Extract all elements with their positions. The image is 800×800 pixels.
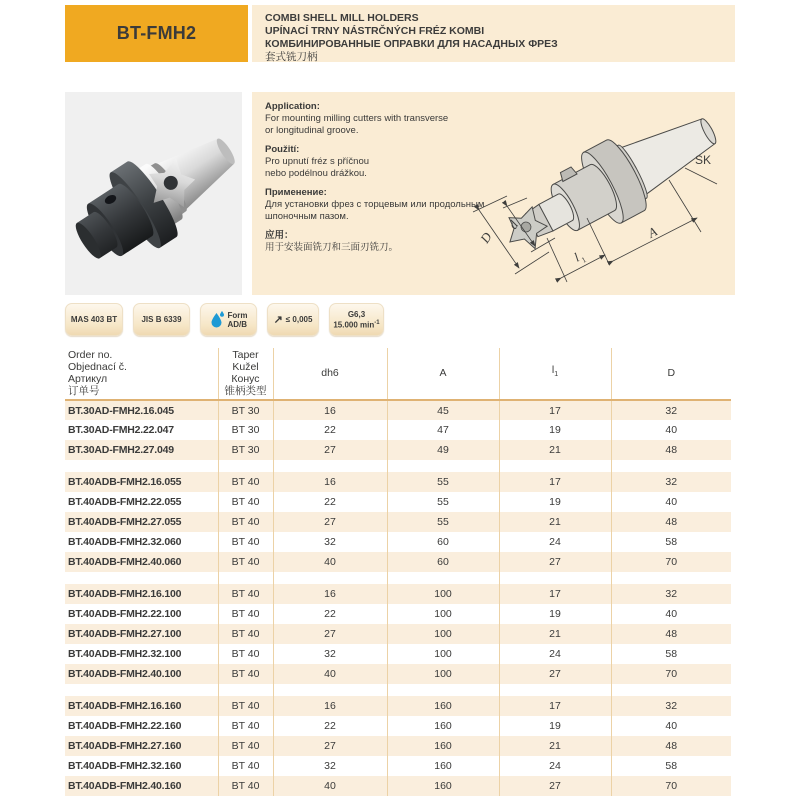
badge-runout: ↗ ≤ 0,005 [267, 303, 319, 336]
value-cell: 32 [273, 644, 387, 664]
value-cell: 48 [611, 440, 731, 460]
value-cell: 21 [499, 440, 611, 460]
table-row [65, 604, 731, 624]
value-cell: BT 40 [218, 492, 273, 512]
title-en: COMBI SHELL MILL HOLDERS [265, 12, 419, 24]
application-section-cs: Použití: Pro upnutí fréz s příčnou nebo podélnou drážkou. [265, 144, 370, 179]
order-no-cell: BT.40ADB-FMH2.16.160 [65, 696, 218, 716]
value-cell: 100 [387, 664, 499, 684]
value-cell: BT 40 [218, 552, 273, 572]
value-cell: 160 [387, 696, 499, 716]
value-cell: 160 [387, 736, 499, 756]
value-cell: 16 [273, 584, 387, 604]
value-cell: 160 [387, 756, 499, 776]
order-no-cell: BT.30AD-FMH2.22.047 [65, 420, 218, 440]
value-cell: 40 [273, 776, 387, 796]
table-row [65, 492, 731, 512]
value-cell: 19 [499, 604, 611, 624]
order-no-cell: BT.30AD-FMH2.16.045 [65, 400, 218, 420]
value-cell: 70 [611, 552, 731, 572]
application-text [265, 101, 495, 261]
value-cell: 40 [273, 664, 387, 684]
col-header-dh6: dh6 [273, 348, 387, 400]
value-cell: 48 [611, 736, 731, 756]
value-cell: BT 40 [218, 664, 273, 684]
badge-mas-403-bt: MAS 403 BT [65, 303, 123, 336]
table-row [65, 552, 731, 572]
order-no-cell: BT.40ADB-FMH2.22.055 [65, 492, 218, 512]
standards-badges [65, 303, 384, 336]
table-row [65, 420, 731, 440]
value-cell: BT 40 [218, 696, 273, 716]
value-cell: 16 [273, 472, 387, 492]
value-cell: 45 [387, 400, 499, 420]
product-code: BT-FMH2 [116, 23, 197, 43]
value-cell: 27 [273, 512, 387, 532]
table-row [65, 776, 731, 796]
value-cell: 70 [611, 664, 731, 684]
title-band [252, 5, 735, 62]
dim-label-D: D [477, 229, 495, 246]
value-cell: 160 [387, 776, 499, 796]
value-cell: BT 40 [218, 532, 273, 552]
table-row [65, 696, 731, 716]
table-row [65, 400, 731, 420]
value-cell: 49 [387, 440, 499, 460]
dimension-drawing [463, 92, 735, 295]
table-row [65, 532, 731, 552]
value-cell: BT 40 [218, 736, 273, 756]
dim-label-l1 [571, 247, 587, 267]
value-cell: 19 [499, 492, 611, 512]
value-cell: 17 [499, 584, 611, 604]
order-no-cell: BT.40ADB-FMH2.16.100 [65, 584, 218, 604]
value-cell: 100 [387, 624, 499, 644]
order-no-cell: BT.40ADB-FMH2.32.100 [65, 644, 218, 664]
table-row [65, 512, 731, 532]
order-no-cell: BT.40ADB-FMH2.22.100 [65, 604, 218, 624]
tool-holder-photo-illustration [65, 92, 242, 295]
application-panel [252, 92, 735, 295]
value-cell: 17 [499, 400, 611, 420]
value-cell: 100 [387, 644, 499, 664]
value-cell: 55 [387, 472, 499, 492]
value-cell: 19 [499, 420, 611, 440]
value-cell: 27 [499, 552, 611, 572]
dim-label-SK: SK [695, 153, 712, 167]
spec-table-header [65, 348, 731, 400]
value-cell: 24 [499, 532, 611, 552]
value-cell: 16 [273, 696, 387, 716]
value-cell: 21 [499, 736, 611, 756]
product-photo [65, 92, 242, 295]
value-cell: BT 40 [218, 584, 273, 604]
value-cell: BT 40 [218, 756, 273, 776]
value-cell: 55 [387, 492, 499, 512]
order-no-cell: BT.40ADB-FMH2.40.160 [65, 776, 218, 796]
value-cell: 58 [611, 756, 731, 776]
col-header-A: A [387, 348, 499, 400]
value-cell: 24 [499, 756, 611, 776]
dim-label-A: A [645, 223, 660, 241]
value-cell: 24 [499, 644, 611, 664]
table-row [65, 664, 731, 684]
application-section-ru: Применение: Для установки фрез с торцевым или продольным шпоночным пазом. [265, 187, 485, 222]
badge-balance-grade: G6,3 15.000 $\min^{-1}$ [329, 303, 384, 336]
value-cell: 19 [499, 716, 611, 736]
value-cell: 48 [611, 512, 731, 532]
value-cell: 55 [387, 512, 499, 532]
dim-label-d: d [505, 217, 522, 232]
value-cell: 160 [387, 716, 499, 736]
value-cell: 32 [611, 472, 731, 492]
value-cell: BT 30 [218, 420, 273, 440]
order-no-cell: BT.40ADB-FMH2.27.160 [65, 736, 218, 756]
value-cell: 21 [499, 624, 611, 644]
product-code-box [65, 5, 248, 62]
value-cell: 21 [499, 512, 611, 532]
value-cell: 32 [273, 756, 387, 776]
value-cell: 48 [611, 624, 731, 644]
spec-table [65, 348, 731, 796]
value-cell: 27 [273, 736, 387, 756]
value-cell: 47 [387, 420, 499, 440]
value-cell: 32 [273, 532, 387, 552]
value-cell: 40 [611, 492, 731, 512]
col-header-D: D [611, 348, 731, 400]
order-no-cell: BT.30AD-FMH2.27.049 [65, 440, 218, 460]
table-row [65, 756, 731, 776]
value-cell: 60 [387, 532, 499, 552]
table-row [65, 624, 731, 644]
order-no-cell: BT.40ADB-FMH2.32.160 [65, 756, 218, 776]
value-cell: BT 40 [218, 604, 273, 624]
order-no-cell: BT.40ADB-FMH2.27.100 [65, 624, 218, 644]
order-no-cell: BT.40ADB-FMH2.32.060 [65, 532, 218, 552]
value-cell: 22 [273, 420, 387, 440]
value-cell: 22 [273, 604, 387, 624]
table-row [65, 584, 731, 604]
title-ru: КОМБИНИРОВАННЫЕ ОПРАВКИ ДЛЯ НАСАДНЫХ ФРЕЗ [265, 38, 558, 50]
value-cell: BT 40 [218, 716, 273, 736]
order-no-cell: BT.40ADB-FMH2.16.055 [65, 472, 218, 492]
value-cell: 22 [273, 492, 387, 512]
application-section-zh: 应用： 用于安装面铣刀和三面刃铣刀。 [265, 230, 399, 253]
value-cell: BT 30 [218, 440, 273, 460]
water-drop-icon [210, 310, 225, 329]
value-cell: 27 [273, 440, 387, 460]
value-cell: 32 [611, 584, 731, 604]
value-cell: BT 40 [218, 624, 273, 644]
value-cell: 58 [611, 644, 731, 664]
value-cell: 32 [611, 400, 731, 420]
col-header-l1: $l_1$ [499, 348, 611, 400]
application-section-en: Application: For mounting milling cutters with transverse or longitudinal groove. [265, 101, 449, 136]
table-row [65, 736, 731, 756]
value-cell: 100 [387, 604, 499, 624]
svg-text:l: l [571, 249, 582, 265]
technical-drawing [463, 92, 735, 295]
value-cell: 16 [273, 400, 387, 420]
order-no-cell: BT.40ADB-FMH2.40.060 [65, 552, 218, 572]
col-header-order-no: Order no. Objednací č. Артикул 订单号 [65, 348, 218, 400]
value-cell: 32 [611, 696, 731, 716]
value-cell: 40 [611, 716, 731, 736]
value-cell: 40 [611, 604, 731, 624]
value-cell: 40 [611, 420, 731, 440]
group-spacer-row [65, 684, 731, 696]
table-row [65, 644, 731, 664]
order-no-cell: BT.40ADB-FMH2.40.100 [65, 664, 218, 684]
badge-coolant-form: Form AD/B [200, 303, 257, 336]
value-cell: BT 40 [218, 776, 273, 796]
value-cell: BT 40 [218, 644, 273, 664]
group-spacer-row [65, 572, 731, 584]
title-zh: 套式铣刀柄 [265, 51, 318, 63]
value-cell: 22 [273, 716, 387, 736]
badge-jis-b-6339: JIS B 6339 [133, 303, 190, 336]
value-cell: BT 40 [218, 512, 273, 532]
value-cell: 60 [387, 552, 499, 572]
spec-table-body [65, 400, 731, 796]
svg-text:1: 1 [580, 255, 588, 265]
value-cell: 17 [499, 472, 611, 492]
value-cell: 27 [273, 624, 387, 644]
group-spacer-row [65, 460, 731, 472]
value-cell: 17 [499, 696, 611, 716]
value-cell: 27 [499, 664, 611, 684]
order-no-cell: BT.40ADB-FMH2.27.055 [65, 512, 218, 532]
value-cell: 70 [611, 776, 731, 796]
value-cell: 100 [387, 584, 499, 604]
table-row [65, 472, 731, 492]
col-header-taper: Taper Kužel Конус 锥柄类型 [218, 348, 273, 400]
value-cell: 27 [499, 776, 611, 796]
value-cell: 58 [611, 532, 731, 552]
table-row [65, 716, 731, 736]
value-cell: BT 30 [218, 400, 273, 420]
order-no-cell: BT.40ADB-FMH2.22.160 [65, 716, 218, 736]
title-cs: UPÍNACÍ TRNY NÁSTRČNÝCH FRÉZ KOMBI [265, 25, 485, 37]
value-cell: BT 40 [218, 472, 273, 492]
value-cell: 40 [273, 552, 387, 572]
table-row [65, 440, 731, 460]
arrow-up-right-icon: ↗ [273, 314, 283, 326]
